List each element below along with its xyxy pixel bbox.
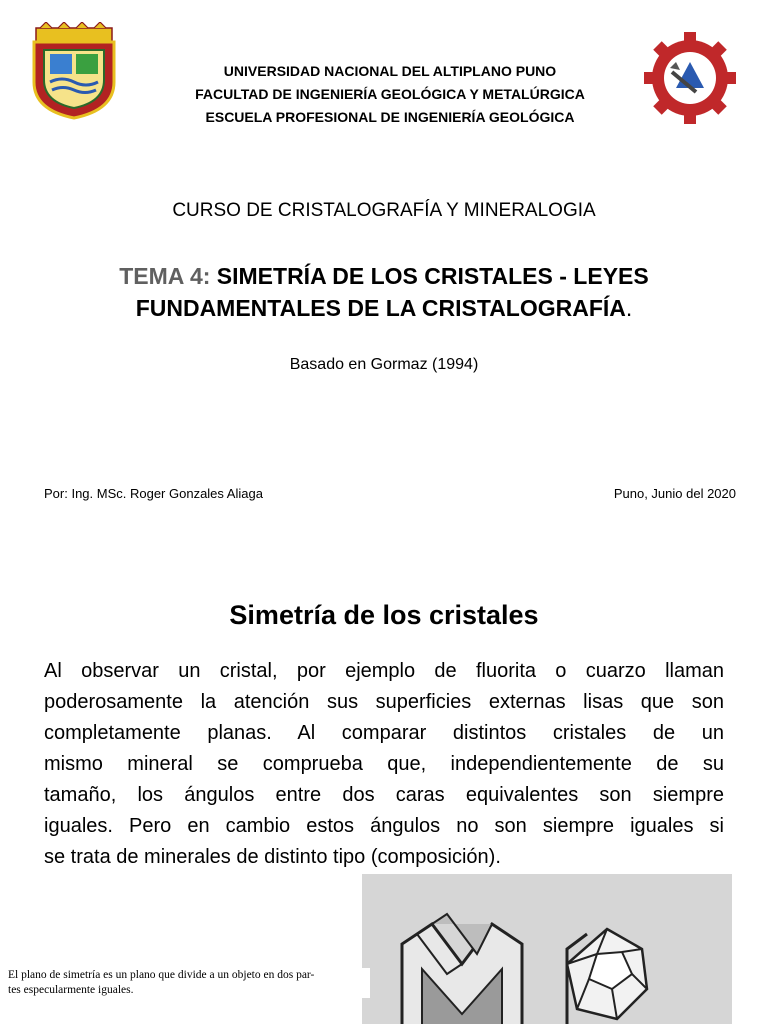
section-title: Simetría de los cristales: [229, 600, 539, 630]
university-name: UNIVERSIDAD NACIONAL DEL ALTIPLANO PUNO: [223, 63, 557, 79]
author-credit: Por: Ing. MSc. Roger Gonzales Aliaga: [44, 486, 263, 501]
topic-title-line1: SIMETRÍA DE LOS CRISTALES - LEYES: [216, 263, 649, 289]
figure-caption: [8, 968, 370, 998]
paragraph-line: completamente planas. Al comparar distintos cristales de un: [44, 722, 724, 744]
symmetry-figure: [362, 874, 732, 1024]
paragraph-line: se trata de minerales de distinto tipo (composición).: [44, 846, 501, 868]
course-name: CURSO DE CRISTALOGRAFÍA Y MINERALOGIA: [172, 200, 596, 221]
topic-title-line2: FUNDAMENTALES DE LA CRISTALOGRAFÍA: [135, 295, 626, 321]
topic-heading: [60, 260, 708, 324]
paragraph-line: Al observar un cristal, por ejemplo de fluorita o cuarzo llaman: [44, 660, 724, 682]
paragraph-line: poderosamente la atención sus superficies externas lisas que son: [44, 691, 724, 713]
paragraph-line: mismo mineral se comprueba que, independientemente de su: [44, 753, 724, 775]
school-gear-logo: [640, 32, 740, 124]
university-crest-logo: [28, 22, 120, 120]
content-slide: [0, 560, 768, 1024]
topic-period: .: [625, 295, 633, 321]
topic-label: TEMA 4:: [119, 263, 211, 289]
paragraph-line: iguales. Pero en cambio estos ángulos no son siempre iguales si: [44, 815, 724, 837]
body-paragraph: [44, 656, 724, 873]
school-name: ESCUELA PROFESIONAL DE INGENIERÍA GEOLÓGICA: [205, 109, 575, 125]
paragraph-line: tamaño, los ángulos entre dos caras equivalentes son siempre: [44, 784, 724, 806]
faculty-name: FACULTAD DE INGENIERÍA GEOLÓGICA Y METALÚRGICA: [195, 86, 585, 102]
source-reference: Basado en Gormaz (1994): [289, 356, 479, 373]
date-location: Puno, Junio del 2020: [613, 486, 736, 501]
caption-line: El plano de simetría es un plano que divide a un objeto en dos par-: [8, 969, 315, 981]
caption-line: tes especularmente iguales.: [8, 984, 134, 996]
